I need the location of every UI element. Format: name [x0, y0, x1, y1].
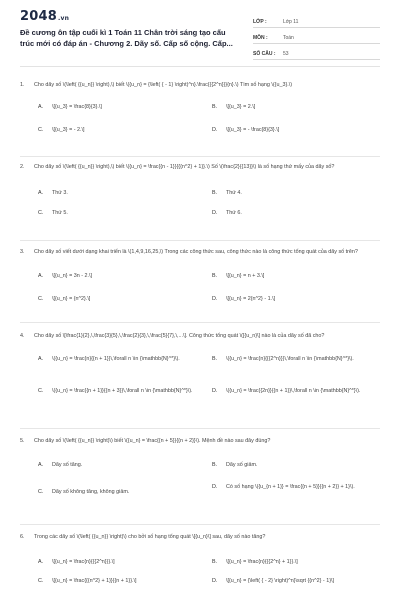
- option-c[interactable]: [38, 577, 208, 586]
- question-6: [20, 533, 380, 600]
- question-number: 2.: [20, 164, 25, 170]
- question-text: Cho dãy số \(\left( {{u_n}} \right),\) biết \({u_n} = \frac{{n - 1}}{{{n^2} + 1}}.\) Số \(\frac{2}{{13}}\) là số hạng thứ mấy của dãy số?: [34, 164, 335, 170]
- question-text: Cho dãy số \(\left( {{u_n}} \right)\) biết \({u_n} = \frac{{n + 5}}{{n + 2}}\). Mệnh đề nào sau đây đúng?: [34, 438, 271, 444]
- question-number: 6.: [20, 534, 25, 540]
- option-letter: C.: [38, 210, 44, 216]
- option-letter: D.: [212, 578, 218, 584]
- option-letter: B.: [212, 104, 218, 110]
- question-text: Cho dãy số \[\frac{1}{2},\,\frac{3}{5},\,\frac{2}{3},\,\frac{5}{7},\,...\]. Công thức tổng quát \([{u_n}\] nào là của dãy số đã cho?: [34, 333, 325, 339]
- option-text: Dãy số không tăng, không giảm.: [52, 489, 130, 495]
- meta-value: 53: [283, 51, 289, 57]
- question-number: 5.: [20, 438, 25, 444]
- option-letter: A.: [38, 104, 44, 110]
- logo-main: 2048: [20, 9, 57, 24]
- meta-key: SỐ CÂU :: [253, 51, 276, 57]
- header-divider: [20, 66, 380, 67]
- option-c[interactable]: [38, 295, 208, 304]
- option-text: \[{u_3} = - 2.\]: [52, 127, 85, 133]
- option-letter: A.: [38, 559, 44, 565]
- option-text: \[{u_n} = 2{n^2} - 1.\]: [226, 296, 276, 302]
- meta-row-subject: [253, 28, 380, 44]
- option-letter: B.: [212, 462, 218, 468]
- question-4: [20, 332, 380, 432]
- option-text: \[{u_n} = \frac{n}{{{2^n} + 1}}.\]: [226, 559, 298, 565]
- question-1: [20, 81, 380, 151]
- option-a[interactable]: [38, 355, 206, 364]
- option-letter: B.: [212, 190, 218, 196]
- option-text: \({u_n} = \frac{n}{{{2^n}}}\,\forall n \in {\mathbb{N}^*}\).: [226, 356, 354, 362]
- meta-value: Lớp 11: [283, 19, 299, 25]
- option-b[interactable]: [212, 103, 382, 112]
- question-number: 1.: [20, 82, 25, 88]
- option-d[interactable]: [212, 387, 380, 396]
- question-2: [20, 163, 380, 238]
- option-letter: C.: [38, 388, 44, 394]
- option-letter: C.: [38, 127, 44, 133]
- meta-table: [253, 12, 380, 60]
- question-divider: [20, 428, 380, 429]
- option-b[interactable]: [212, 461, 382, 470]
- option-a[interactable]: [38, 558, 208, 567]
- option-b[interactable]: [212, 272, 382, 281]
- question-divider: [20, 524, 380, 525]
- option-text: \[{u_3} = \frac{8}{3}.\]: [52, 104, 102, 110]
- option-letter: B.: [212, 273, 218, 279]
- option-text: Thứ 6.: [226, 210, 242, 216]
- question-divider: [20, 322, 380, 323]
- option-letter: D.: [212, 388, 218, 394]
- option-letter: B.: [212, 356, 218, 362]
- option-d[interactable]: [212, 126, 382, 135]
- option-text: Thứ 5.: [52, 210, 68, 216]
- option-a[interactable]: [38, 272, 208, 281]
- option-letter: A.: [38, 462, 44, 468]
- option-d[interactable]: [212, 577, 380, 586]
- logo-sub: .vn: [57, 15, 70, 22]
- question-text: Cho dãy số \(\left( {{u_n}} \right),\) biết \({u_n} = {\left( { - 1} \right)^n}.\frac{{{2^n}}}{n}.\) Tìm số hạng \({u_3}.\): [34, 82, 293, 88]
- option-text: \[{u_n} = 3n - 2.\]: [52, 273, 93, 279]
- question-text: Cho dãy số viết dưới dạng khai triển là \(1,4,9,16,25,\) Trong các công thức sau, công thức nào là công thức tổng quát của dãy số trên?: [34, 249, 358, 255]
- option-text: Thứ 4.: [226, 190, 242, 196]
- option-c[interactable]: [38, 488, 208, 497]
- question-divider: [20, 240, 380, 241]
- option-c[interactable]: [38, 126, 208, 135]
- option-a[interactable]: [38, 103, 208, 112]
- option-d[interactable]: [212, 483, 380, 492]
- option-text: \[{u_3} = 2.\]: [226, 104, 256, 110]
- option-letter: B.: [212, 559, 218, 565]
- question-divider: [20, 156, 380, 157]
- option-text: \({u_n} = \frac{{n + 1}}{{n + 3}}\,\forall n \in {\mathbb{N}^*}\).: [52, 388, 193, 394]
- meta-row-count: [253, 44, 380, 60]
- option-c[interactable]: [38, 387, 206, 396]
- option-letter: A.: [38, 273, 44, 279]
- option-text: Thứ 3.: [52, 190, 68, 196]
- question-3: [20, 248, 380, 328]
- meta-key: LỚP :: [253, 19, 267, 25]
- meta-key: MÔN :: [253, 35, 268, 41]
- option-letter: C.: [38, 489, 44, 495]
- meta-value: Toán: [283, 35, 294, 41]
- option-letter: A.: [38, 356, 44, 362]
- option-text: \[{u_n} = \frac{{{n^2} + 1}}{{n + 1}}.\]: [52, 578, 137, 584]
- option-letter: D.: [212, 210, 218, 216]
- option-letter: A.: [38, 190, 44, 196]
- option-a[interactable]: [38, 461, 208, 470]
- option-c[interactable]: [38, 209, 208, 218]
- option-text: Có số hạng \({u_{n + 1}} = \frac{{n + 5}}{{n + 2}} + 1}\).: [226, 484, 355, 490]
- option-d[interactable]: [212, 209, 382, 218]
- option-b[interactable]: [212, 355, 380, 364]
- option-letter: D.: [212, 484, 218, 490]
- site-logo[interactable]: [20, 9, 69, 24]
- question-number: 4.: [20, 333, 25, 339]
- option-letter: D.: [212, 296, 218, 302]
- option-text: \[{u_n} = {n^2}.\]: [52, 296, 91, 302]
- option-text: Dãy số giảm.: [226, 462, 258, 468]
- option-d[interactable]: [212, 295, 382, 304]
- option-text: \[{u_n} = {\left( { - 2} \right)^n}\sqrt {{n^2} - 1}\]: [226, 578, 335, 584]
- document-title: Đề cương ôn tập cuối kì 1 Toán 11 Chân trời sáng tạo cấu trúc mới có đáp án - Chương 2. Dãy số. Cấp số cộng. Cấp...: [20, 28, 233, 48]
- option-text: \({u_n} = \frac{{2n}}{{n + 1}}\,\forall n \in {\mathbb{N}^*}\).: [226, 388, 361, 394]
- option-text: \[{u_3} = - \frac{8}{3}.\]: [226, 127, 280, 133]
- question-text: Trong các dãy số \(\left( {{u_n}} \right)\) cho bởi số hạng tổng quát \[{u_n}\] sau, dãy số nào tăng?: [34, 534, 266, 540]
- option-b[interactable]: [212, 558, 380, 567]
- option-letter: D.: [212, 127, 218, 133]
- option-letter: C.: [38, 296, 44, 302]
- option-a[interactable]: [38, 189, 208, 198]
- option-text: \[{u_n} = n + 3.\]: [226, 273, 265, 279]
- question-5: [20, 437, 380, 527]
- option-b[interactable]: [212, 189, 382, 198]
- option-letter: C.: [38, 578, 44, 584]
- option-text: \[{u_n} = \frac{n}{{{2^n}}}.\]: [52, 559, 115, 565]
- question-number: 3.: [20, 249, 25, 255]
- option-text: \({u_n} = \frac{n}{{n + 1}}\,\forall n \in {\mathbb{N}^*}\).: [52, 356, 180, 362]
- option-text: Dãy số tăng.: [52, 462, 83, 468]
- meta-row-class: [253, 12, 380, 28]
